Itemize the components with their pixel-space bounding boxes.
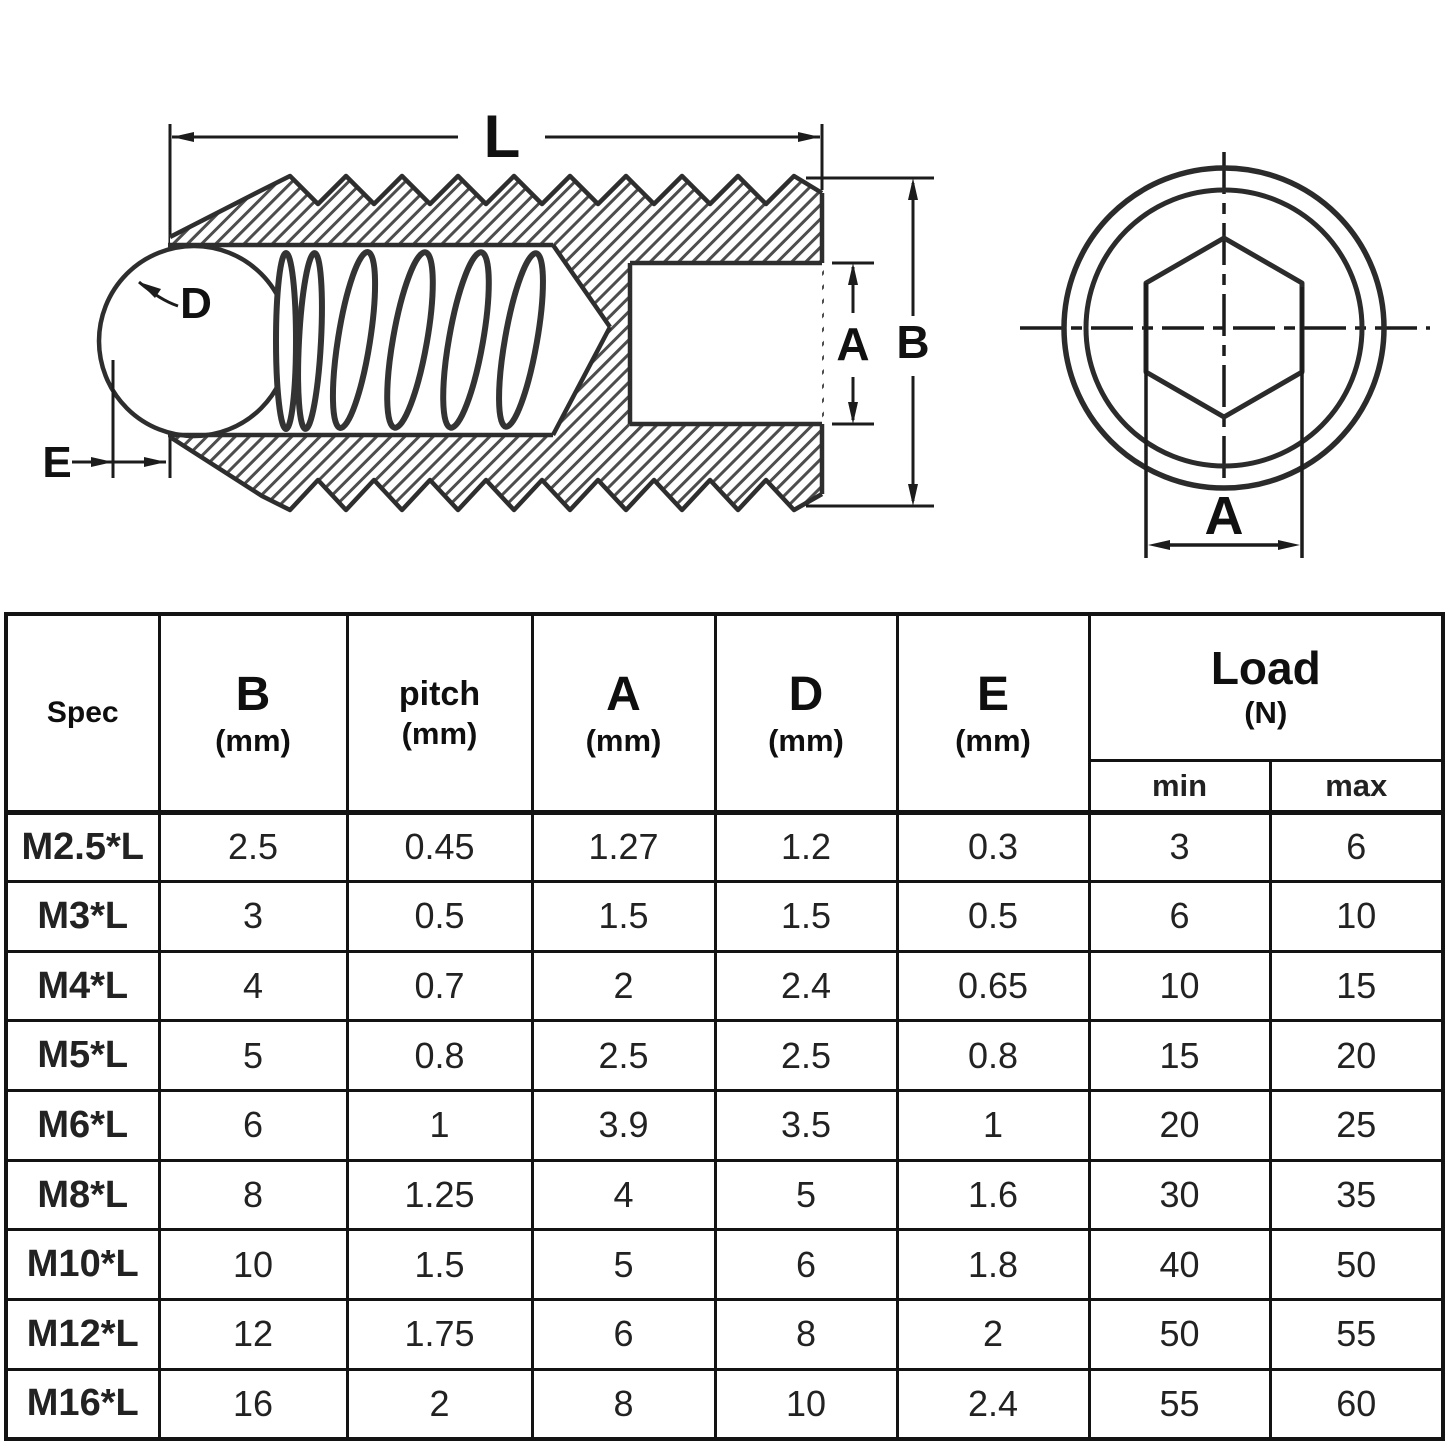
table-row — [6, 951, 1443, 1021]
table-cell: 12 — [159, 1300, 347, 1370]
table-cell: 2.5 — [159, 812, 347, 882]
table-cell: 55 — [1089, 1369, 1270, 1439]
spec-cell: M6*L — [6, 1091, 159, 1161]
table-cell: 2 — [532, 951, 715, 1021]
table-cell: 0.45 — [347, 812, 532, 882]
table-cell: 40 — [1089, 1230, 1270, 1300]
table-cell: 2 — [347, 1369, 532, 1439]
side-view — [42, 103, 934, 510]
col-header-a — [532, 614, 715, 812]
table-cell: 16 — [159, 1369, 347, 1439]
table-cell: 4 — [159, 951, 347, 1021]
header-a-unit: (mm) — [585, 722, 662, 758]
table-cell: 15 — [1089, 1021, 1270, 1091]
table-cell: 6 — [715, 1230, 897, 1300]
spec-cell: M5*L — [6, 1021, 159, 1091]
table-cell: 10 — [1270, 882, 1443, 952]
table-cell: 10 — [159, 1230, 347, 1300]
label-L: L — [483, 103, 521, 170]
col-header-b — [159, 614, 347, 812]
table-cell: 2 — [897, 1300, 1089, 1370]
table-cell: 3 — [1089, 812, 1270, 882]
table-cell: 8 — [159, 1160, 347, 1230]
table-cell: 1.5 — [715, 882, 897, 952]
header-b-unit: (mm) — [215, 722, 291, 758]
header-spec-label: Spec — [46, 695, 119, 729]
table-cell: 20 — [1270, 1021, 1443, 1091]
spec-cell: M16*L — [6, 1369, 159, 1439]
col-header-spec — [6, 614, 159, 812]
table-cell: 50 — [1089, 1300, 1270, 1370]
spec-cell: M8*L — [6, 1160, 159, 1230]
dimension-B — [806, 178, 934, 506]
table-cell: 6 — [159, 1091, 347, 1161]
spec-cell: M10*L — [6, 1230, 159, 1300]
table-cell: 0.3 — [897, 812, 1089, 882]
table-cell: 0.8 — [897, 1021, 1089, 1091]
table-cell: 5 — [159, 1021, 347, 1091]
table-cell: 2.5 — [715, 1021, 897, 1091]
table-cell: 10 — [1089, 951, 1270, 1021]
table-cell: 50 — [1270, 1230, 1443, 1300]
table-cell: 5 — [715, 1160, 897, 1230]
table-cell: 1 — [897, 1091, 1089, 1161]
header-e-unit: (mm) — [955, 722, 1031, 758]
table-cell: 3.5 — [715, 1091, 897, 1161]
arrowhead-B-up-icon — [908, 178, 918, 200]
table-row — [6, 1091, 1443, 1161]
arrowhead-A-up-icon — [848, 263, 858, 285]
table-cell: 6 — [1270, 812, 1443, 882]
arrowhead-B-down-icon — [908, 484, 918, 506]
table-cell: 2.5 — [532, 1021, 715, 1091]
table-cell: 20 — [1089, 1091, 1270, 1161]
ball — [99, 246, 289, 436]
table-cell: 15 — [1270, 951, 1443, 1021]
table-cell: 1.5 — [347, 1230, 532, 1300]
arrowhead-right-icon — [798, 132, 820, 142]
table-cell: 0.8 — [347, 1021, 532, 1091]
table-cell: 55 — [1270, 1300, 1443, 1370]
table-cell: 6 — [1089, 882, 1270, 952]
table-cell: 8 — [715, 1300, 897, 1370]
label-A-socket: A — [1204, 486, 1244, 546]
table-cell: 0.65 — [897, 951, 1089, 1021]
col-header-d — [715, 614, 897, 812]
table-row — [6, 1369, 1443, 1439]
header-e-label: E — [976, 667, 1009, 721]
table-cell: 1.27 — [532, 812, 715, 882]
table-cell: 0.5 — [347, 882, 532, 952]
header-pitch-unit: (mm) — [401, 715, 478, 751]
header-d-unit: (mm) — [768, 722, 844, 758]
table-cell: 60 — [1270, 1369, 1443, 1439]
header-load-label: Load — [1210, 642, 1321, 695]
spec-table — [4, 612, 1445, 1441]
spec-cell: M3*L — [6, 882, 159, 952]
table-cell: 5 — [532, 1230, 715, 1300]
table-cell: 8 — [532, 1369, 715, 1439]
header-row — [6, 614, 1443, 760]
arrowhead-A-down-icon — [848, 402, 858, 424]
header-d-label: D — [788, 667, 824, 721]
table-row — [6, 1021, 1443, 1091]
spring-coil — [276, 249, 552, 430]
end-view — [1020, 152, 1430, 558]
header-load-unit: (N) — [1244, 694, 1288, 730]
arrowhead-socket-left-icon — [1148, 540, 1170, 550]
table-cell: 1.6 — [897, 1160, 1089, 1230]
col-header-load-max: max — [1270, 760, 1443, 812]
table-cell: 3 — [159, 882, 347, 952]
header-pitch-label: pitch — [398, 674, 481, 713]
table-cell: 0.7 — [347, 951, 532, 1021]
spec-cell: M2.5*L — [6, 812, 159, 882]
table-row — [6, 812, 1443, 882]
table-cell: 1.8 — [897, 1230, 1089, 1300]
table-cell: 25 — [1270, 1091, 1443, 1161]
col-header-pitch — [347, 614, 532, 812]
table-row — [6, 1230, 1443, 1300]
table-row — [6, 882, 1443, 952]
header-a-label: A — [606, 667, 641, 721]
col-header-e — [897, 614, 1089, 812]
table-row — [6, 1160, 1443, 1230]
label-E: E — [42, 438, 72, 487]
table-row — [6, 1300, 1443, 1370]
arrowhead-E2-icon — [144, 457, 166, 467]
table-cell: 30 — [1089, 1160, 1270, 1230]
arrowhead-socket-right-icon — [1278, 540, 1300, 550]
table-cell: 35 — [1270, 1160, 1443, 1230]
label-A-bore: A — [836, 318, 870, 370]
label-B: B — [896, 316, 930, 368]
col-header-load — [1089, 614, 1443, 760]
col-header-load-min: min — [1089, 760, 1270, 812]
dimension-A-bore — [832, 263, 874, 424]
arrowhead-left-icon — [172, 132, 194, 142]
technical-drawing — [0, 0, 1445, 608]
table-cell: 1.75 — [347, 1300, 532, 1370]
arrowhead-E1-icon — [91, 457, 113, 467]
dimension-L — [172, 103, 820, 170]
spec-cell: M4*L — [6, 951, 159, 1021]
table-cell: 1.25 — [347, 1160, 532, 1230]
table-cell: 2.4 — [897, 1369, 1089, 1439]
table-cell: 1.2 — [715, 812, 897, 882]
table-cell: 3.9 — [532, 1091, 715, 1161]
table-cell: 4 — [532, 1160, 715, 1230]
table-cell: 10 — [715, 1369, 897, 1439]
table-cell: 1.5 — [532, 882, 715, 952]
table-cell: 2.4 — [715, 951, 897, 1021]
table-cell: 6 — [532, 1300, 715, 1370]
table-cell: 0.5 — [897, 882, 1089, 952]
centerlines — [1020, 152, 1430, 488]
spec-cell: M12*L — [6, 1300, 159, 1370]
label-D: D — [180, 279, 212, 328]
header-b-label: B — [235, 667, 271, 721]
table-cell: 1 — [347, 1091, 532, 1161]
